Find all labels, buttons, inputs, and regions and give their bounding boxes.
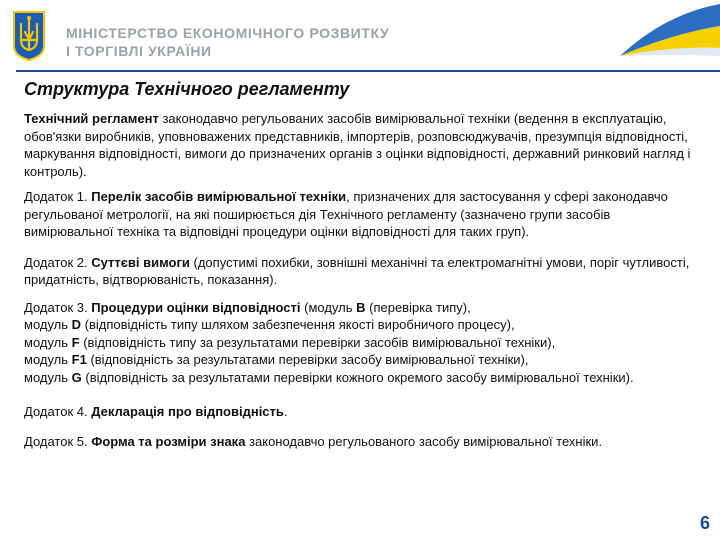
module-f1-prefix: модуль	[24, 352, 72, 367]
module-d: D	[71, 317, 82, 332]
annex-1-text: , призначених для застосування у сфері законодавчо регульованої метрології, на які поширюється дія Технічного регламенту (зазначено групи засобів вимірювальної техніка та відповідні процедури оцінки відповідності для таких груп).	[24, 189, 668, 239]
annex-2-title: Суттєві вимоги	[91, 254, 190, 270]
module-b-text: (перевірка типу),	[365, 299, 471, 315]
ministry-line-2: І ТОРГІВЛІ УКРАЇНИ	[66, 43, 212, 59]
annex-4-title: Декларація про відповідність	[91, 404, 284, 419]
paragraph-annex-1	[24, 188, 694, 241]
module-f: F	[71, 334, 80, 350]
annex-2-prefix: Додаток 2.	[24, 254, 92, 270]
module-g: G	[71, 369, 82, 385]
paragraph-annex-5	[24, 433, 694, 451]
module-g-text: (відповідність за результатами перевірки кожного окремого засобу вимірювальної техніки).	[81, 369, 634, 385]
paragraph-regulation	[24, 110, 694, 180]
paragraph-annex-2	[24, 254, 694, 289]
annex-5-title: Форма та розміри знака	[91, 433, 246, 449]
header-divider	[16, 70, 720, 72]
paragraph-annex-3	[24, 299, 694, 387]
module-b: В	[356, 299, 366, 315]
annex-4-text: .	[283, 404, 288, 419]
module-f-text: (відповідність типу за результатами перевірки засобів вимірювальної техніки),	[79, 334, 556, 350]
ministry-line-1: МІНІСТЕРСТВО ЕКОНОМІЧНОГО РОЗВИТКУ	[66, 25, 390, 41]
regulation-text: законодавчо регульованих засобів вимірювальної техніки (ведення в експлуатацію, обов'язки виробників, уповноважених представників, імпортерів, розповсюджувачів, презумпція відповідності, маркування відповідності, вимоги до призначених органів з оцінки відповідності, державний ринковий нагляд і контроль).	[24, 111, 691, 179]
annex-4-prefix: Додаток 4.	[24, 404, 92, 419]
module-d-text: (відповідність типу шляхом забезпечення якості виробничого процесу),	[81, 317, 515, 332]
header	[0, 0, 720, 72]
module-g-prefix: модуль	[24, 369, 72, 385]
slide-title: Структура Технічного регламенту	[24, 79, 350, 99]
annex-1-prefix: Додаток 1.	[24, 189, 92, 204]
slide-content	[24, 78, 694, 450]
coat-of-arms-icon	[12, 10, 46, 62]
term-regulation: Технічний регламент	[24, 111, 159, 126]
page-number: 6	[699, 513, 710, 533]
annex-3-prefix: Додаток 3.	[24, 299, 92, 315]
module-f1: F1	[71, 352, 87, 367]
annex-1-title: Перелік засобів вимірювальної техніки	[91, 189, 347, 204]
annex-3-text: (модуль	[300, 299, 357, 315]
annex-5-text: законодавчо регульованого засобу вимірювальної техніки.	[245, 433, 603, 449]
ministry-name	[66, 24, 389, 60]
annex-5-prefix: Додаток 5.	[24, 433, 92, 449]
paragraph-annex-4	[24, 403, 694, 421]
annex-2-text: (допустимі похибки, зовнішні механічні та електромагнітні умови, поріг чутливості, придатність, відтворюваність, показання).	[24, 254, 690, 287]
module-f-prefix: модуль	[24, 334, 72, 350]
annex-3-title: Процедури оцінки відповідності	[91, 299, 301, 315]
module-d-prefix: модуль	[24, 317, 72, 332]
module-f1-text: (відповідність за результатами перевірки засобу вимірювальної техніки),	[86, 352, 529, 367]
flag-swoosh-logo	[610, 0, 720, 72]
